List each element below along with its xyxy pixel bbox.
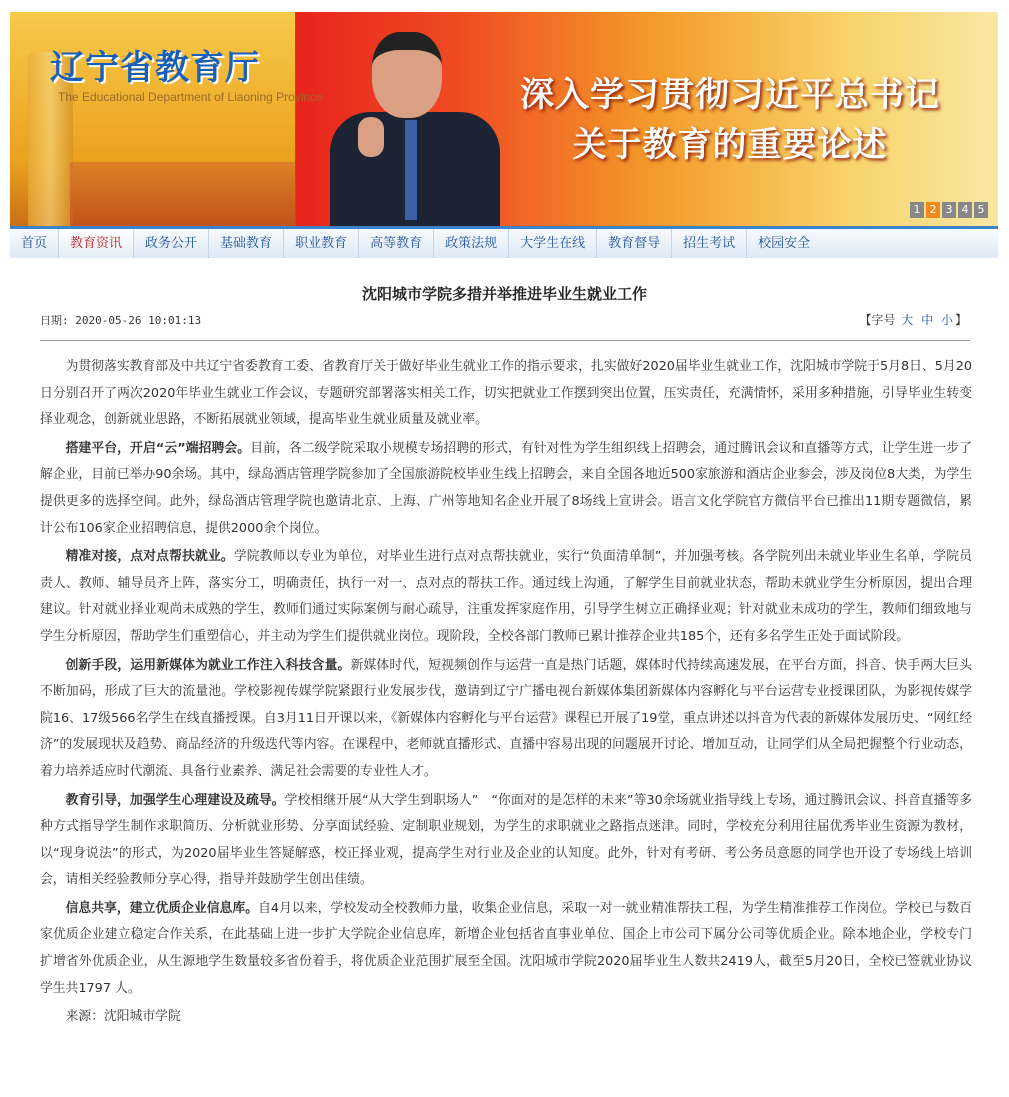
paragraph-lead: 搭建平台，开启“云”端招聘会。: [65, 440, 251, 456]
paragraph-text: 学院教师以专业为单位，对毕业生进行点对点帮扶就业，实行“负面清单制”，并加强考核。各学院列出未就业毕业生名单，学院员责人、教师、辅导员齐上阵，落实分工，明确责任，执行一对一、点对点的帮扶工作。通过线上沟通，了解学生目前就业状态，帮助未就业学生分析原因，提出合理建议。针对就业择业观尚未成熟的学生，教师们通过实际案例与耐心疏导，注重发挥家庭作用，引导学生树立正确择业观；针对就业未成功的学生，教师们细致地与学生分析原因，帮助学生们重塑信心，并主动为学生们提供就业岗位。现阶段，全校各部门教师已累计推荐企业共185个，还有多名学生正处于面试阶段。: [40, 549, 972, 644]
divider: [40, 340, 970, 341]
nav-higher-education[interactable]: 高等教育: [359, 229, 434, 258]
nav-education-news[interactable]: 教育资讯: [59, 229, 134, 258]
nav-education-supervision[interactable]: 教育督导: [597, 229, 672, 258]
source-text: 来源：沈阳城市学院: [65, 1009, 181, 1025]
font-size-bracket: 】: [954, 313, 967, 327]
nav-basic-education[interactable]: 基础教育: [209, 229, 284, 258]
font-size-selector: [859, 311, 967, 328]
banner-slogan: [490, 70, 970, 170]
main-nav: [10, 226, 998, 258]
banner-page-5[interactable]: 5: [974, 202, 988, 218]
font-size-label: 【字号: [859, 313, 896, 327]
paragraph-text: 自4月以来，学校发动全校教师力量，收集企业信息，采取一对一就业精准帮扶工程，为学生精准推荐工作岗位。学校已与数百家优质企业建立稳定合作关系，在此基础上进一步扩大学院企业信息库，新增企业包括省直事业单位、国企上市公司下属分公司等优质企业。除本地企业，学校专门扩增省外优质企业，从生源地学生数量较多省份着手，将优质企业范围扩展至全国。沈阳城市学院2020届毕业生人数共2419人，截至5月20日，全校已签就业协议学生共1797 人。: [40, 900, 972, 996]
paragraph-text: 学校相继开展“从大学生到职场人” “你面对的是怎样的未来”等30余场就业指导线上专场，通过腾讯会议、抖音直播等多种方式指导学生制作求职简历、分析就业形势、分享面试经验、定制职业规划，为学生的求职就业之路指点迷津。同时，学校充分利用往届优秀毕业生资源为教材，以“现身说法”的形式，为2020届毕业生答疑解惑，校正择业观，提高学生对行业及企业的认知度。此外，针对有考研、考公务员意愿的同学也开设了专场线上培训会，请相关经验教师分享心得，指导并鼓励学生创出佳绩。: [40, 792, 973, 888]
banner-pager: [910, 202, 988, 218]
banner-page-4[interactable]: 4: [958, 202, 972, 218]
site-logo[interactable]: 辽宁省教育厅: [50, 48, 260, 88]
paragraph-lead: 教育引导，加强学生心理建设及疏导。: [65, 792, 285, 808]
paragraph-text: 为贯彻落实教育部及中共辽宁省委教育工委、省教育厅关于做好毕业生就业工作的指示要求，扎实做好2020届毕业生就业工作，沈阳城市学院于5月8日、5月20日分别召开了两次2020年毕业生就业工作会议，专题研究部署落实相关工作，切实把就业工作摆到突出位置，压实责任，充满情怀，采用多种措施，引导毕业生转变择业观念，创新就业思路，不断拓展就业领域，提高毕业生就业质量及就业率。: [40, 359, 972, 428]
paragraph-text: 目前，各二级学院采取小规模专场招聘的形式，有针对性为学生组织线上招聘会，通过腾讯会议和直播等方式，让学生进一步了解企业，目前已举办90余场。其中，绿岛酒店管理学院参加了全国旅游院校毕业生线上招聘会，来自全国各地近500家旅游和酒店企业参会，涉及岗位8大类，为学生提供更多的选择空间。此外，绿岛酒店管理学院也邀请北京、上海、广州等地知名企业开展了8场线上宣讲会。语言文化学院官方微信平台已推出11期专题微信，累计公布106家企业招聘信息，提供2000余个岗位。: [40, 440, 972, 536]
paragraph-lead: 创新手段，运用新媒体为就业工作注入科技含量。: [65, 657, 351, 673]
nav-government-affairs[interactable]: 政务公开: [134, 229, 209, 258]
header-banner: [10, 12, 998, 226]
paragraph-lead: 信息共享，建立优质企业信息库。: [65, 900, 259, 916]
site-logo-english: The Educational Department of Liaoning Province: [58, 90, 323, 104]
banner-page-1[interactable]: 1: [910, 202, 924, 218]
paragraph: [40, 544, 972, 650]
paragraph: [40, 653, 972, 786]
article-source: [40, 1004, 972, 1031]
banner-page-2[interactable]: 2: [926, 202, 940, 218]
tiananmen-image: [70, 162, 295, 226]
slogan-line-2: 关于教育的重要论述: [572, 125, 888, 165]
article-body: [40, 354, 972, 1033]
nav-students-online[interactable]: 大学生在线: [509, 229, 597, 258]
nav-campus-safety[interactable]: 校园安全: [758, 236, 811, 251]
slogan-line-1: 深入学习贯彻习近平总书记: [520, 75, 940, 115]
nav-home[interactable]: 首页: [10, 229, 59, 258]
font-size-large[interactable]: 大: [901, 313, 914, 327]
banner-page-3[interactable]: 3: [942, 202, 956, 218]
paragraph-lead: 精准对接，点对点帮扶就业。: [65, 549, 234, 565]
paragraph: [40, 354, 972, 434]
paragraph: [40, 788, 972, 894]
article-date: 日期: 2020-05-26 10:01:13: [40, 314, 202, 327]
nav-admissions[interactable]: 招生考试: [672, 229, 747, 258]
paragraph-text: 新媒体时代，短视频创作与运营一直是热门话题，媒体时代持续高速发展，在平台方面，抖音、快手两大巨头不断加码，形成了巨大的流量池。学校影视传媒学院紧跟行业发展步伐，邀请到辽宁广播电视台新媒体集团新媒体内容孵化与平台运营专业授课团队，为影视传媒学院16、17级566名学生在线直播授课。自3月11日开课以来，《新媒体内容孵化与平台运营》课程已开展了19堂，重点讲述以抖音为代表的新媒体发展历史、“网红经济”的发展现状及趋势、商品经济的升级迭代等内容。在课程中，老师就直播形式、直播中容易出现的问题展开讨论、增加互动，让同学们从全局把握整个行业动态，着力培养适应时代潮流、具备行业素养、满足社会需要的专业性人才。: [40, 657, 973, 779]
banner-photo: [310, 32, 520, 226]
nav-policies[interactable]: 政策法规: [434, 229, 509, 258]
paragraph: [40, 436, 972, 542]
paragraph: [40, 896, 972, 1002]
font-size-medium[interactable]: 中: [921, 313, 934, 327]
nav-vocational-education[interactable]: 职业教育: [284, 229, 359, 258]
font-size-small[interactable]: 小: [940, 313, 953, 327]
article-title: 沈阳城市学院多措并举推进毕业生就业工作: [361, 285, 647, 303]
